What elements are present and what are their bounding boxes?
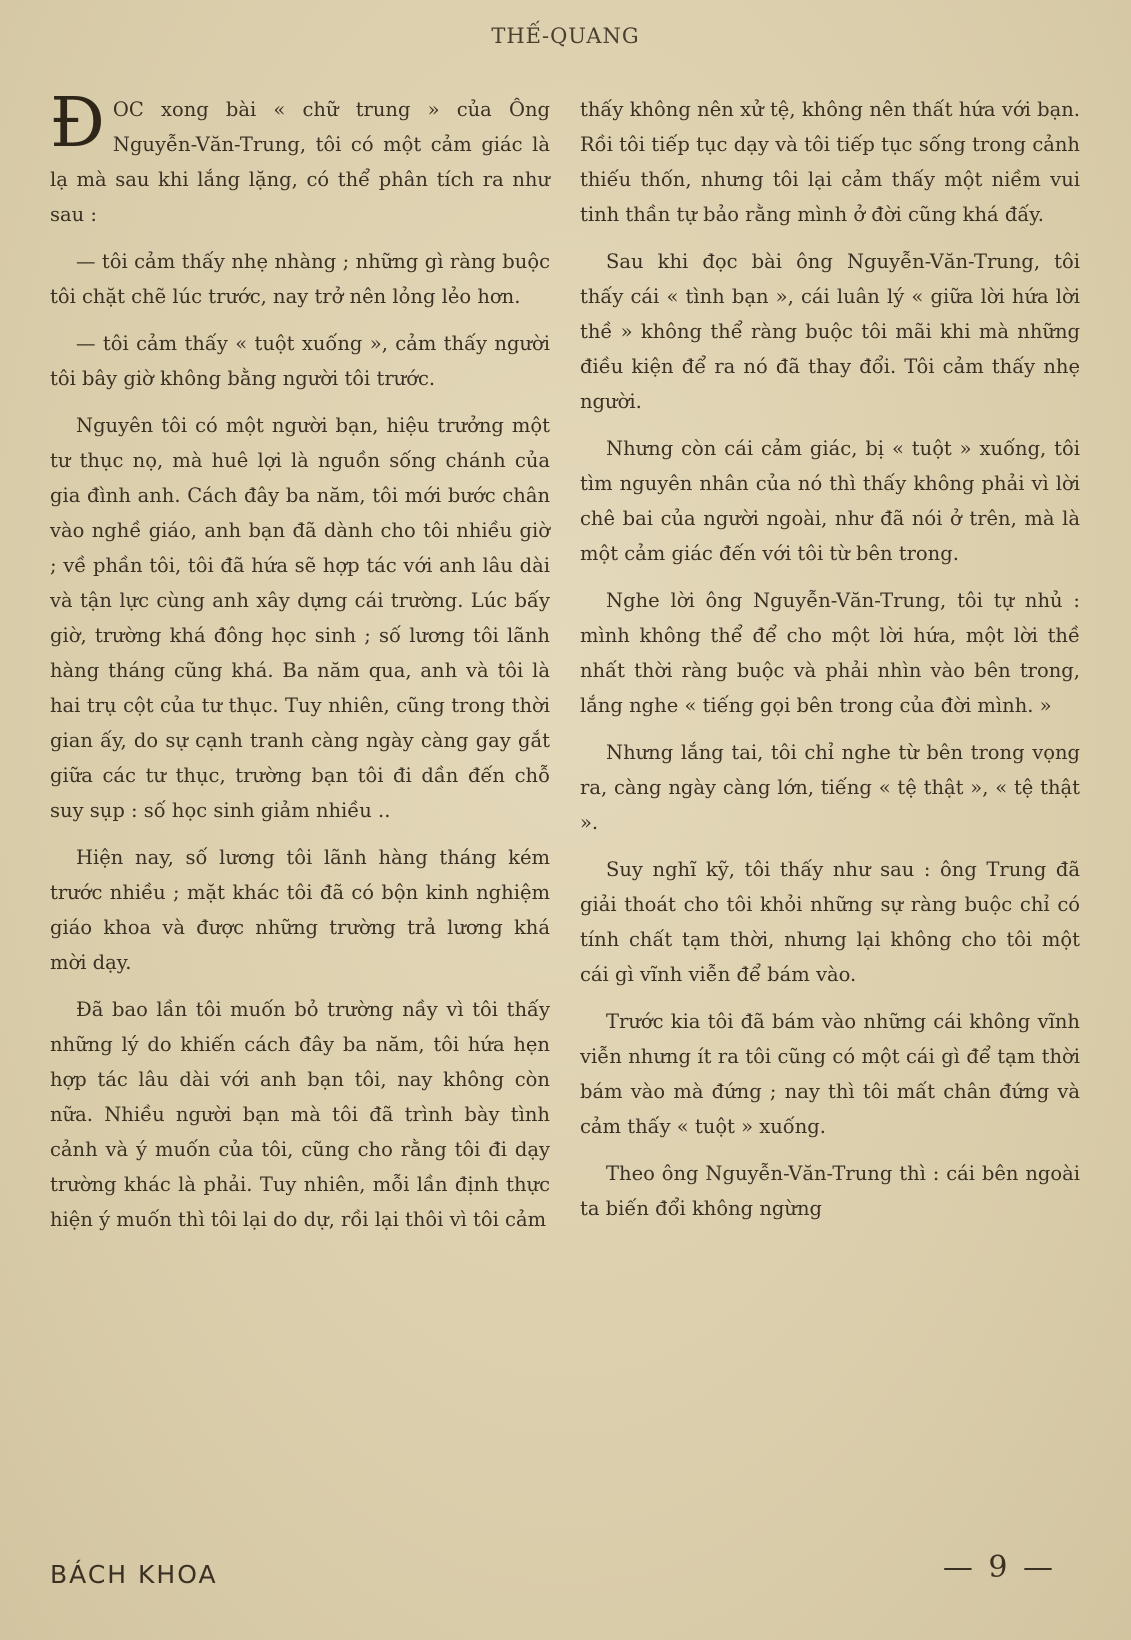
paragraph: Nhưng lắng tai, tôi chỉ nghe từ bên trong vọng ra, càng ngày càng lớn, tiếng « tệ thật », « tệ thật ». [580,741,1080,834]
paragraph: Hiện nay, số lương tôi lãnh hàng tháng kém trước nhiều ; mặt khác tôi đã có bộn kinh nghiệm giáo khoa và được những trường trả lương khá mời dạy. [50,846,550,974]
paragraph: Suy nghĩ kỹ, tôi thấy như sau : ông Trung đã giải thoát cho tôi khỏi những sự ràng buộc chỉ có tính chất tạm thời, nhưng lại không cho tôi một cái gì vĩnh viễn để bám vào. [580,858,1080,986]
paragraph: thấy không nên xử tệ, không nên thất hứa với bạn. Rồi tôi tiếp tục dạy và tôi tiếp tục sống trong cảnh thiếu thốn, nhưng tôi lại cảm thấy một niềm vui tinh thần tự bảo rằng mình ở đời cũng khá đấy. [580,98,1080,226]
paragraph: Sau khi đọc bài ông Nguyễn-Văn-Trung, tôi thấy cái « tình bạn », cái luân lý « giữa lời hứa lời thề » không thể ràng buộc tôi mãi khi mà những điều kiện để ra nó đã thay đổi. Tôi cảm thấy nhẹ người. [580,250,1080,413]
paragraph: Nhưng còn cái cảm giác, bị « tuột » xuống, tôi tìm nguyên nhân của nó thì thấy không phải vì lời chê bai của người ngoài, như đã nói ở trên, mà là một cảm giác đến với tôi từ bên trong. [580,437,1080,565]
page-number: — 9 — [942,1550,1056,1585]
paragraph: — tôi cảm thấy « tuột xuống », cảm thấy người tôi bây giờ không bằng người tôi trước. [50,332,550,390]
paragraph: Nguyên tôi có một người bạn, hiệu trưởng một tư thục nọ, mà huê lợi là nguồn sống chánh của gia đình anh. Cách đây ba năm, tôi mới bước chân vào nghề giáo, anh bạn đã dành cho tôi nhiều giờ ; về phần tôi, tôi đã hứa sẽ hợp tác với anh lâu dài và tận lực cùng anh xây dựng cái trường. Lúc bấy giờ, trường khá đông học sinh ; số lương tôi lãnh hàng tháng cũng khá. Ba năm qua, anh và tôi là hai trụ cột của tư thục. Tuy nhiên, cũng trong thời gian ấy, do sự cạnh tranh càng ngày càng gay gắt giữa các tư thục, trường bạn tôi đi dần đến chỗ suy sụp : số học sinh giảm nhiều .. [50,414,550,822]
magazine-name: BÁCH KHOA [50,1560,218,1589]
left-column [50,84,550,1249]
paragraph-text: OC xong bài « chữ trung » của Ông Nguyễn-Văn-Trung, tôi có một cảm giác là lạ mà sau khi lắng lặng, có thể phân tích ra như sau : [50,98,550,226]
running-title: THẾ-QUANG [491,24,640,48]
paragraph: Trước kia tôi đã bám vào những cái không vĩnh viễn nhưng ít ra tôi cũng có một cái gì để tạm thời bám vào mà đứng ; nay thì tôi mất chân đứng và cảm thấy « tuột » xuống. [580,1010,1080,1138]
paragraph [50,84,550,232]
paragraph: Theo ông Nguyễn-Văn-Trung thì : cái bên ngoài ta biến đổi không ngừng [580,1162,1080,1220]
paragraph: Đã bao lần tôi muốn bỏ trường nầy vì tôi thấy những lý do khiến cách đây ba năm, tôi hứa hẹn hợp tác lâu dài với anh bạn tôi, nay không còn nữa. Nhiều người bạn mà tôi đã trình bày tình cảnh và ý muốn của tôi, cũng cho rằng tôi đi dạy trường khác là phải. Tuy nhiên, mỗi lần định thực hiện ý muốn thì tôi lại do dự, rồi lại thôi vì tôi cảm [50,998,550,1231]
right-column [580,92,1080,1238]
drop-cap: Đ [50,84,105,163]
paragraph: Nghe lời ông Nguyễn-Văn-Trung, tôi tự nhủ : mình không thể để cho một lời hứa, một lời thề nhất thời ràng buộc và phải nhìn vào bên trong, lắng nghe « tiếng gọi bên trong của đời mình. » [580,589,1080,717]
paragraph: — tôi cảm thấy nhẹ nhàng ; những gì ràng buộc tôi chặt chẽ lúc trước, nay trở nên lỏng lẻo hơn. [50,250,550,308]
